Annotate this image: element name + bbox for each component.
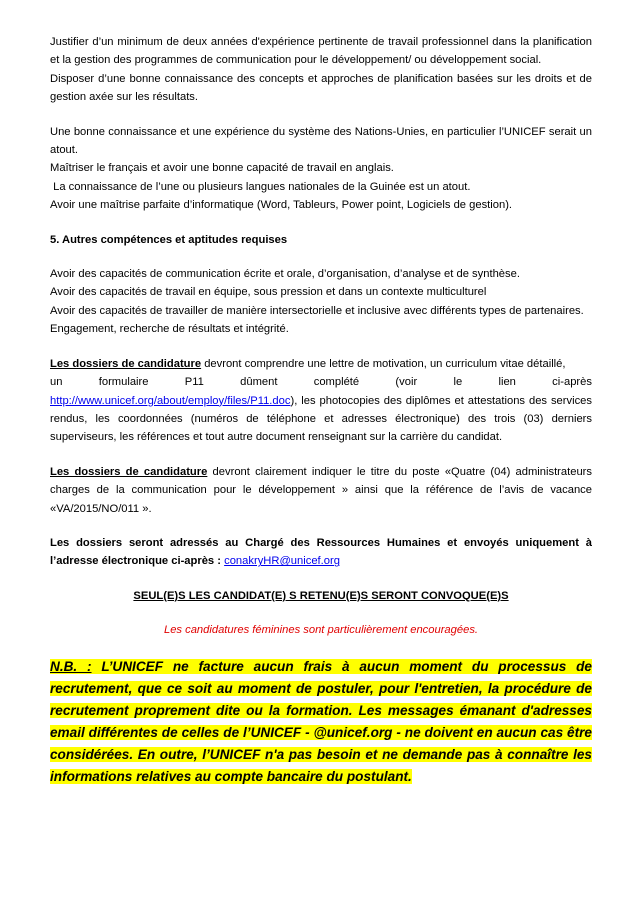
p11-form-link[interactable]: http://www.unicef.org/about/employ/files/P11.doc (50, 394, 291, 407)
hr-email-link[interactable]: conakryHR@unicef.org (224, 555, 340, 568)
application-contents-line1: Les dossiers de candidature devront comprendre une lettre de motivation, un curriculum vitae détaillé, (50, 357, 566, 370)
application-contents-rest: http://www.unicef.org/about/employ/files/P11.doc), les photocopies des diplômes et attestations des services rendus, les coordonnées (numéros de téléphone et adresses électronique) des trois (03) derniers superviseurs, les références et tout autre document renseignant sur la carrière du candidat. (50, 394, 592, 444)
requirement-languages: Maîtriser le français et avoir une bonne capacité de travail en anglais. (50, 162, 394, 175)
application-title-instructions: Les dossiers de candidature devront clairement indiquer le titre du poste «Quatre (04) administrateurs charges de la communication pour le développement » ainsi que la référence de l’avis de vacance «VA/2015/NO/011 ». (50, 465, 592, 515)
competence-item: Avoir des capacités de communication écrite et orale, d’organisation, d’analyse et de synthèse. (50, 268, 520, 281)
application-title-label: Les dossiers de candidature (50, 465, 208, 478)
application-contents-line2: un formulaire P11 dûment complété (voir le lien ci-après (50, 376, 592, 389)
competence-item: Avoir des capacités de travail en équipe, sous pression et dans un contexte multiculturel (50, 286, 487, 299)
section-5-heading: 5. Autres compétences et aptitudes requises (50, 233, 288, 246)
requirement-national-languages: La connaissance de l’une ou plusieurs langues nationales de la Guinée est un atout. (50, 180, 471, 193)
competence-item: Avoir des capacités de travailler de manière intersectorielle et inclusive avec différents types de partenaires. (50, 304, 584, 317)
requirement-computing: Avoir une maîtrise parfaite d’informatique (Word, Tableurs, Power point, Logiciels de gestion). (50, 199, 513, 212)
selected-candidates-notice: SEUL(E)S LES CANDIDAT(E) S RETENU(E)S SERONT CONVOQUE(E)S (133, 589, 509, 602)
application-contents-label: Les dossiers de candidature (50, 357, 202, 370)
requirement-un-system: Une bonne connaissance et une expérience du système des Nations-Unies, en particulier l’UNICEF serait un atout. (50, 125, 592, 157)
document-page (50, 33, 592, 788)
women-encouraged-notice: Les candidatures féminines sont particulièrement encouragées. (163, 624, 479, 637)
nb-fraud-notice: N.B. : L’UNICEF ne facture aucun frais à aucun moment du processus de recrutement, que ce soit au moment de postuler, pour l'entretien, la procédure de recrutement proprement dite ou la formation. Les messages émanant d'adresses email différentes de celles de l’UNICEF - @unicef.org - ne doivent en aucun cas être considérées. En outre, l’UNICEF n'a pas besoin et ne demande pas à connaître les informations relatives au compte bancaire du postulant. (50, 658, 592, 784)
nb-label: N.B. : (50, 658, 92, 674)
application-address: Les dossiers seront adressés au Chargé des Ressources Humaines et envoyés uniquement à l’adresse électronique ci-après : conakryHR@unicef.org (50, 536, 592, 568)
requirement-experience: Justifier d’un minimum de deux années d'expérience pertinente de travail professionnel dans la planification et la gestion des programmes de communication pour le développement/ ou développement social. (50, 36, 592, 67)
competence-item: Engagement, recherche de résultats et intégrité. (50, 323, 289, 336)
requirement-planning: Disposer d’une bonne connaissance des concepts et approches de planification basées sur les droits et de gestion axée sur les résultats. (50, 72, 592, 104)
